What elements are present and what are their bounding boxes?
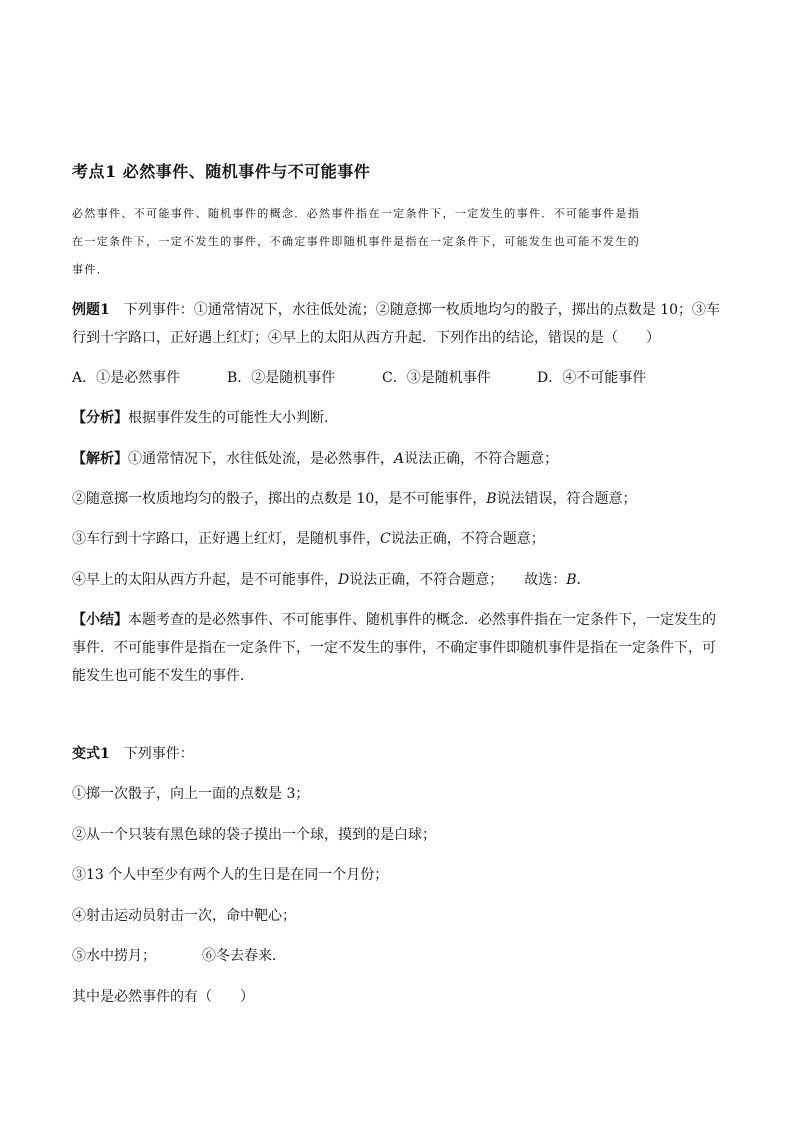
solution-text: 说法错误，符合题意； xyxy=(496,491,637,507)
solution-text: 说法正确，不符合题意； 故选： xyxy=(349,572,567,588)
summary-line-3: 能发生也可能不发生的事件． xyxy=(72,668,254,684)
example-options xyxy=(72,370,646,386)
variant-items-5-6 xyxy=(72,948,286,964)
variant-item-6: ⑥冬去春来． xyxy=(202,948,286,964)
solution-line-1 xyxy=(72,451,558,467)
analysis-line xyxy=(72,410,338,426)
option-d: D．④不可能事件 xyxy=(537,370,647,386)
option-a: A．①是必然事件 xyxy=(72,370,181,386)
option-b: B．②是随机事件 xyxy=(227,370,336,386)
analysis-label: 【分析】 xyxy=(72,410,128,426)
summary-line-2: 事件．不可能事件是指在一定条件下，一定不发生的事件，不确定事件即随机事件是指在一定条件下，可 xyxy=(72,640,716,656)
example-label: 例题1 xyxy=(72,302,110,318)
variant-item-2: ②从一个只装有黑色球的袋子摸出一个球，摸到的是白球； xyxy=(72,827,436,843)
solution-text: ． xyxy=(576,572,591,588)
solution-var: B xyxy=(486,491,497,507)
variant-stem: 下列事件： xyxy=(123,746,194,762)
solution-line-3 xyxy=(72,531,545,547)
solution-text: 说法正确，不符合题意； xyxy=(390,531,545,547)
variant-item-4: ④射击运动员射击一次，命中靶心； xyxy=(72,908,296,924)
solution-text: ①通常情况下，水往低处流，是必然事件， xyxy=(128,451,394,467)
summary-text-1: 本题考查的是必然事件、不可能事件、随机事件的概念．必然事件指在一定条件下，一定发生的 xyxy=(128,612,716,628)
analysis-text: 根据事件发生的可能性大小判断． xyxy=(128,410,338,426)
solution-text: 说法正确，不符合题意； xyxy=(404,451,559,467)
solution-text: ④早上的太阳从西方升起，是不可能事件， xyxy=(72,572,338,588)
knowledge-line-3: 事件． xyxy=(72,263,110,276)
variant-item-1: ①掷一次骰子，向上一面的点数是 3； xyxy=(72,786,310,802)
knowledge-line-2: 在一定条件下，一定不发生的事件，不确定事件即随机事件是指在一定条件下，可能发生也可能不发生的 xyxy=(72,235,641,248)
solution-line-2 xyxy=(72,491,637,507)
solution-text: ②随意掷一枚质地均匀的骰子，掷出的点数是 10，是不可能事件， xyxy=(72,491,487,507)
solution-var: A xyxy=(394,451,405,467)
example-stem-line-2: 行到十字路口，正好遇上红灯；④早上的太阳从西方升起．下列作出的结论，错误的是（ ） xyxy=(72,330,660,346)
option-c: C．③是随机事件 xyxy=(382,370,491,386)
example-stem-line-1 xyxy=(72,302,720,318)
summary-line-1 xyxy=(72,612,716,628)
variant-item-3: ③13 个人中至少有两个人的生日是在同一个月份； xyxy=(72,867,389,883)
summary-label: 【小结】 xyxy=(72,612,128,628)
variant-label: 变式1 xyxy=(72,746,110,762)
solution-var: C xyxy=(380,531,391,547)
knowledge-line-1: 必然事件、不可能事件、随机事件的概念．必然事件指在一定条件下，一定发生的事件．不可能事件是指 xyxy=(72,207,641,220)
variant-question: 其中是必然事件的有（ ） xyxy=(72,989,254,1005)
variant-item-5: ⑤水中捞月； xyxy=(72,948,156,964)
solution-line-4 xyxy=(72,572,591,588)
variant-stem-line xyxy=(72,746,194,762)
solution-label: 【解析】 xyxy=(72,451,128,467)
section-title: 考点1 必然事件、随机事件与不可能事件 xyxy=(72,162,371,181)
solution-var: D xyxy=(338,572,350,588)
example-stem-text-1: 下列事件：①通常情况下，水往低处流；②随意掷一枚质地均匀的骰子，掷出的点数是 10；③车 xyxy=(123,302,721,318)
solution-text: ③车行到十字路口，正好遇上红灯，是随机事件， xyxy=(72,531,380,547)
answer-letter: B xyxy=(566,572,577,588)
